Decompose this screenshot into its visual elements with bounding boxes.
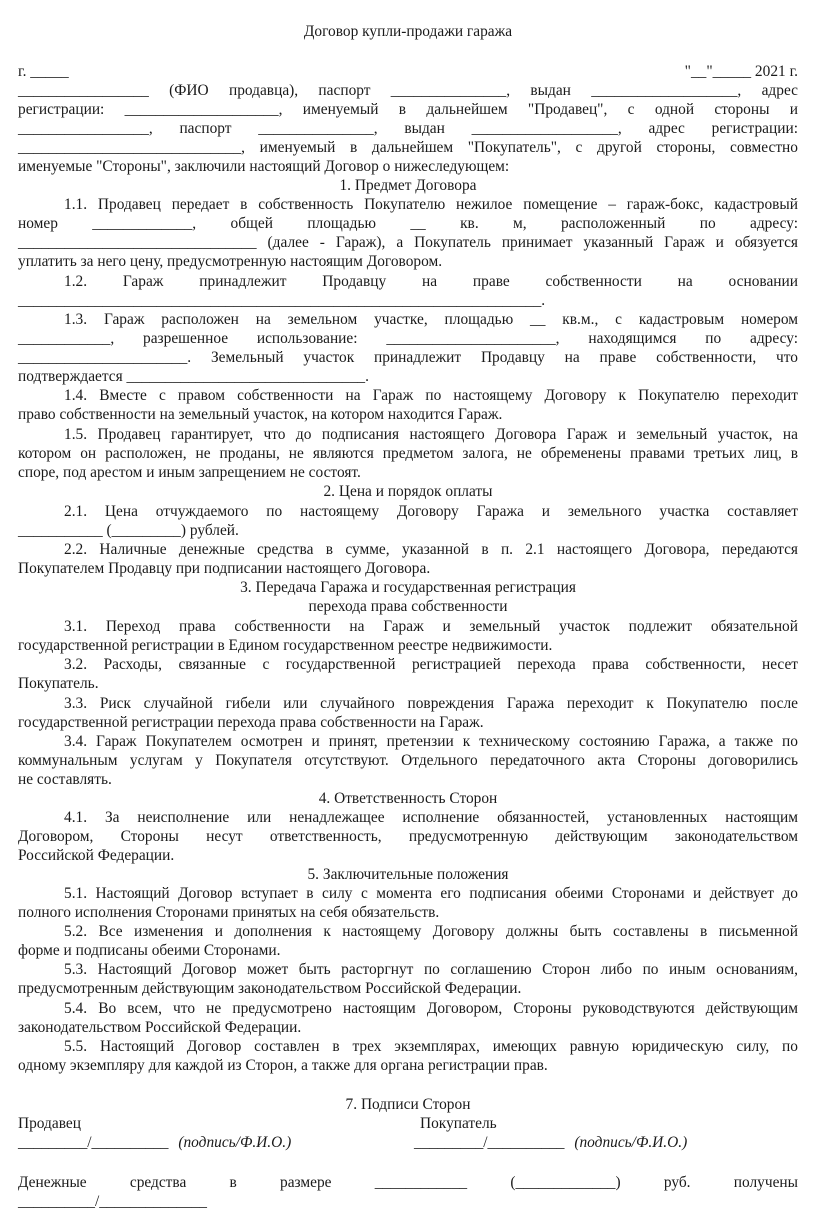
preamble-line: _________________, паспорт _______________, выдан ___________________, адрес регистрации: xyxy=(18,120,798,137)
clause-line: Договором, Стороны несут ответственность, предусмотренную действующим законодательством xyxy=(18,828,798,845)
clause-line: законодательством Российской Федерации. xyxy=(18,1019,302,1036)
clause-line: одному экземпляру для каждой из Сторон, а также для органа регистрации прав. xyxy=(18,1057,548,1074)
clause-line: 2.2. Наличные денежные средства в сумме, указанной в п. 2.1 настоящего Договора, передаются xyxy=(64,541,798,558)
seller-signature-hint: (подпись/Ф.И.О.) xyxy=(178,1134,292,1151)
clause-line: 5.2. Все изменения и дополнения к настоящему Договору должны быть составлены в письменной xyxy=(64,923,798,940)
clause-line: 4.1. За неисполнение или ненадлежащее исполнение обязанностей, установленных настоящим xyxy=(64,809,798,826)
preamble-line: именуемые "Стороны", заключили настоящий Договор о нижеследующем: xyxy=(18,158,510,175)
section-heading: 3. Передача Гаража и государственная регистрация xyxy=(240,579,576,596)
clause-line: Покупателем Продавцу при подписании настоящего Договора. xyxy=(18,560,431,577)
money-received-line: Денежные средства в размере ____________ (_____________) руб. получены xyxy=(18,1174,798,1191)
clause-line: ___________ (_________) рублей. xyxy=(18,522,239,539)
preamble-line: _____________________________, именуемый в дальнейшем "Покупатель", с другой стороны, совместно xyxy=(18,139,798,156)
document-title: Договор купли-продажи гаража xyxy=(303,23,513,40)
clause-line: уплатить за него цену, предусмотренную настоящим Договором. xyxy=(18,253,443,270)
signature-lines xyxy=(18,1133,798,1152)
clause-line: Российской Федерации. xyxy=(18,847,175,864)
clause-line: государственной регистрации перехода права собственности на Гараж. xyxy=(18,714,484,731)
clause-line: номер _____________, общей площадью __ кв. м, расположенный по адресу: xyxy=(18,215,798,232)
money-received-signature: __________/______________ xyxy=(18,1193,207,1210)
clause-line: 1.5. Продавец гарантирует, что до подписания настоящего Договора Гараж и земельный участок, на xyxy=(64,426,798,443)
clause-line: _______________________________ (далее - Гараж), а Покупатель принимает указанный Гараж и обязуется xyxy=(18,234,798,251)
clause-line: ____________________________________________________________________. xyxy=(18,292,546,309)
signature-labels xyxy=(18,1114,798,1133)
clause-line: 2.1. Цена отчуждаемого по настоящему Договору Гаража и земельного участка составляет xyxy=(64,503,798,520)
preamble-line: регистрации: ____________________, именуемый в дальнейшем "Продавец", с одной стороны и xyxy=(18,101,798,118)
clause-line: 1.2. Гараж принадлежит Продавцу на праве собственности на основании xyxy=(64,273,798,290)
clause-line: споре, под арестом и иным запрещением не состоят. xyxy=(18,464,361,481)
clause-line: 5.5. Настоящий Договор составлен в трех экземплярах, имеющих равную юридическую силу, по xyxy=(64,1038,798,1055)
clause-line: Покупатель. xyxy=(18,675,99,692)
clause-line: 5.3. Настоящий Договор может быть расторгнут по соглашению Сторон либо по иным основаниям, xyxy=(64,961,798,978)
buyer-signature-line: _________/__________ xyxy=(414,1134,565,1151)
buyer-signature-block xyxy=(414,1133,687,1152)
seller-signature-line: _________/__________ xyxy=(18,1134,169,1151)
date-field: "__"_____ 2021 г. xyxy=(684,63,798,80)
section-heading: 4. Ответственность Сторон xyxy=(318,790,498,807)
clause-line: 1.1. Продавец передает в собственность Покупателю нежилое помещение – гараж-бокс, кадастровый xyxy=(64,196,798,213)
clause-line: полного исполнения Сторонами принятых на себя обязательств. xyxy=(18,904,440,921)
preamble-line: _________________ (ФИО продавца), паспорт _______________, выдан ___________________, адрес xyxy=(18,82,798,99)
clause-line: ______________________. Земельный участок принадлежит Продавцу на праве собственности, что xyxy=(18,349,798,366)
clause-line: 5.4. Во всем, что не предусмотрено настоящим Договором, Стороны руководствуются действующим xyxy=(64,1000,798,1017)
clause-line: 3.4. Гараж Покупателем осмотрен и принят, претензии к техническому состоянию Гаража, а также по xyxy=(64,733,798,750)
buyer-signature-hint: (подпись/Ф.И.О.) xyxy=(574,1134,688,1151)
date-line xyxy=(18,62,798,81)
clause-line: подтверждается _______________________________. xyxy=(18,368,369,385)
clause-line: ____________, разрешенное использование: ______________________, находящимся по адресу: xyxy=(18,330,798,347)
buyer-label: Покупатель xyxy=(420,1115,497,1132)
seller-label: Продавец xyxy=(18,1115,81,1132)
clause-line: форме и подписаны обеими Сторонами. xyxy=(18,942,281,959)
clause-line: предусмотренным действующим законодательством Российской Федерации. xyxy=(18,980,522,997)
clause-line: 1.3. Гараж расположен на земельном участке, площадью __ кв.м., с кадастровым номером xyxy=(64,311,798,328)
clause-line: 3.1. Переход права собственности на Гараж и земельный участок подлежит обязательной xyxy=(64,618,798,635)
section-heading: 7. Подписи Сторон xyxy=(345,1096,471,1113)
clause-line: не составлять. xyxy=(18,771,112,788)
clause-line: государственной регистрации в Едином государственном реестре недвижимости. xyxy=(18,637,553,654)
section-heading-continued: перехода права собственности xyxy=(308,598,508,615)
city-field: г. _____ xyxy=(18,63,69,80)
section-heading: 1. Предмет Договора xyxy=(339,177,477,194)
clause-line: 5.1. Настоящий Договор вступает в силу с момента его подписания обеими Сторонами и действует до xyxy=(64,885,798,902)
clause-line: 1.4. Вместе с правом собственности на Гараж по настоящему Договору к Покупателю переходит xyxy=(64,387,798,404)
clause-line: котором он расположен, не проданы, не являются предметом залога, не обременены правами третьих лиц, в xyxy=(18,445,798,462)
section-heading: 2. Цена и порядок оплаты xyxy=(323,483,493,500)
clause-line: 3.3. Риск случайной гибели или случайного повреждения Гаража переходит к Покупателю после xyxy=(64,695,798,712)
clause-line: коммунальным услугам у Покупателя отсутствуют. Отдельного передаточного акта Стороны договорились xyxy=(18,752,798,769)
section-heading: 5. Заключительные положения xyxy=(307,866,509,883)
clause-line: право собственности на земельный участок, на котором находится Гараж. xyxy=(18,406,503,423)
clause-line: 3.2. Расходы, связанные с государственной регистрацией перехода права собственности, несет xyxy=(64,656,798,673)
